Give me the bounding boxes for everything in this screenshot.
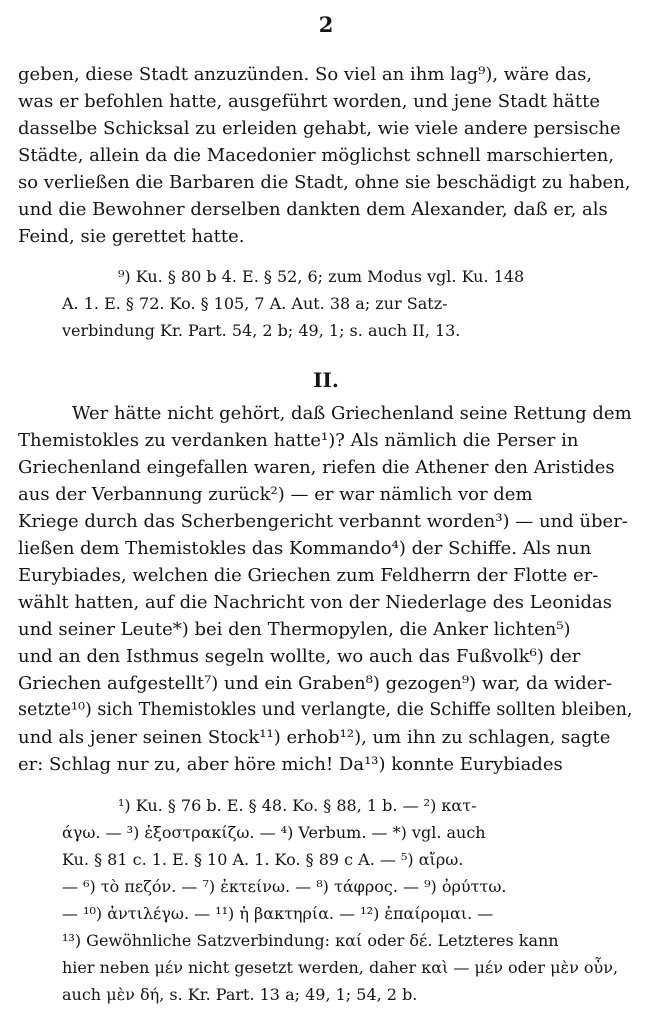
text-line: Griechen aufgestellt⁷) und ein Graben⁸) gezogen⁹) war, da wider- (18, 673, 613, 694)
text-line: wählt hatten, auf die Nachricht von der Niederlage des Leonidas (18, 592, 612, 613)
footnote-line: — ¹⁰) ἀντιλέγω. — ¹¹) ἡ βακτηρία. — ¹²) ἐπαίρομαι. — (62, 904, 494, 923)
footnote-line: A. 1. E. § 72. Ko. § 105, 7 A. Aut. 38 a; zur Satz- (62, 294, 448, 313)
text-line: Städte, allein da die Macedonier möglichst schnell marschierten, (18, 145, 615, 166)
text-line: er: Schlag nur zu, aber höre mich! Da¹³) konnte Eurybiades (18, 754, 563, 775)
footnote-line: verbindung Kr. Part. 54, 2 b; 49, 1; s. auch II, 13. (62, 321, 461, 340)
text-line: setzte¹⁰) sich Themistokles und verlangte, die Schiffe sollten bleiben, (18, 700, 633, 720)
footnote-line: άγω. — ³) ἐξοστρακίζω. — ⁴) Verbum. — *) vgl. auch (62, 823, 486, 842)
footnote-line: ¹) Ku. § 76 b. E. § 48. Ko. § 88, 1 b. — ²) κατ- (118, 796, 477, 815)
text-line: und an den Isthmus segeln wollte, wo auch das Fußvolk⁶) der (18, 646, 581, 667)
footnote-line: hier neben μέν nicht gesetzt werden, daher καὶ — μέν oder μὲν οὖν, (62, 958, 619, 977)
text-line: Feind, sie gerettet hatte. (18, 226, 245, 247)
footnote-line: Ku. § 81 c. 1. E. § 10 A. 1. Ko. § 89 c A. — ⁵) αἴρω. (62, 850, 464, 869)
text-line: und als jener seinen Stock¹¹) erhob¹²), um ihn zu schlagen, sagte (18, 727, 611, 748)
text-line: dasselbe Schicksal zu erleiden gehabt, wie viele andere persische (18, 118, 621, 139)
footnote-line: — ⁶) τὸ πεζόν. — ⁷) ἐκτείνω. — ⁸) τάφρος. — ⁹) ὀρύττω. (62, 877, 507, 896)
footnote-line: ⁹) Ku. § 80 b 4. E. § 52, 6; zum Modus vgl. Ku. 148 (118, 267, 525, 286)
page-number: 2 (318, 12, 334, 37)
section-heading: II. (313, 368, 339, 392)
text-line: geben, diese Stadt anzuzünden. So viel an ihm lag⁹), wäre das, (18, 64, 593, 85)
text-line: Kriege durch das Scherbengericht verbannt worden³) — und über- (18, 511, 628, 532)
text-line: und die Bewohner derselben dankten dem Alexander, daß er, als (18, 199, 608, 220)
footnote-line: auch μὲν δή, s. Kr. Part. 13 a; 49, 1; 54, 2 b. (62, 985, 418, 1004)
text-line: was er befohlen hatte, ausgeführt worden, und jene Stadt hätte (18, 91, 601, 112)
text-line: Themistokles zu verdanken hatte¹)? Als nämlich die Perser in (18, 430, 579, 451)
text-line: Griechenland eingefallen waren, riefen die Athener den Aristides (18, 457, 615, 478)
footnote-line: ¹³) Gewöhnliche Satzverbindung: καί oder δέ. Letzteres kann (62, 931, 559, 950)
text-line: so verließen die Barbaren die Stadt, ohne sie beschädigt zu haben, (18, 172, 631, 193)
text-line: und seiner Leute*) bei den Thermopylen, die Anker lichten⁵) (18, 619, 571, 640)
text-line: Wer hätte nicht gehört, daß Griechenland seine Rettung dem (72, 403, 632, 424)
text-line: Eurybiades, welchen die Griechen zum Feldherrn der Flotte er- (18, 565, 599, 586)
text-line: aus der Verbannung zurück²) — er war nämlich vor dem (18, 484, 533, 505)
text-line: ließen dem Themistokles das Kommando⁴) der Schiffe. Als nun (18, 538, 592, 559)
